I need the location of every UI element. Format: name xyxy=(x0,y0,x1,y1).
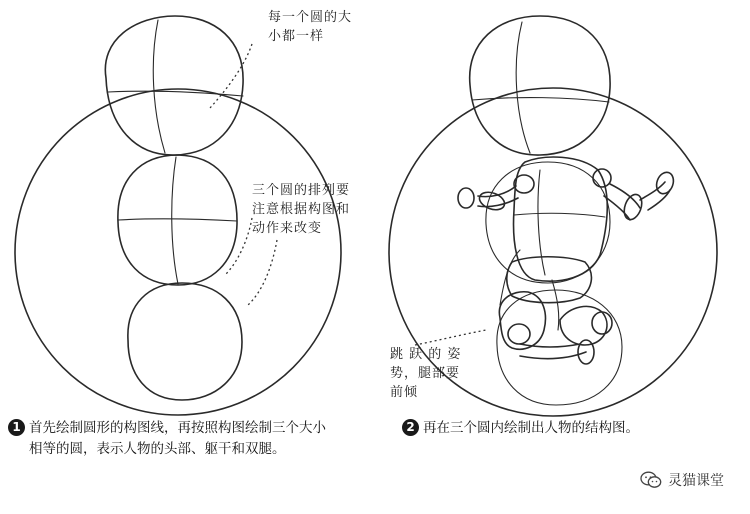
right-left-shoulder-joint xyxy=(514,175,534,193)
right-right-elbow-joint xyxy=(621,192,645,222)
left-note-mid-line-1: 三个圆的排列要 xyxy=(252,183,351,198)
right-head-vertical-guide xyxy=(516,22,530,153)
right-note xyxy=(390,345,461,402)
right-left-hand xyxy=(458,188,474,208)
left-legs-circle xyxy=(128,283,242,400)
right-caption xyxy=(402,418,732,439)
right-torso-center-line xyxy=(538,170,545,275)
left-caption xyxy=(8,418,380,460)
right-caption-text: 再在三个圆内绘制出人物的结构图。 xyxy=(423,420,639,436)
right-lower-leg xyxy=(520,344,586,359)
left-note-mid-pointer-1 xyxy=(225,218,252,275)
right-note-line-2: 势，腿部要 xyxy=(390,366,461,381)
left-head-vertical-guide xyxy=(153,20,165,153)
right-left-knee xyxy=(508,324,530,344)
right-note-pointer xyxy=(415,330,486,345)
right-head-circle xyxy=(470,16,610,155)
left-note-mid-pointer-2 xyxy=(248,240,277,305)
brand-label: 灵猫课堂 xyxy=(668,473,724,489)
left-head-circle xyxy=(105,16,243,155)
right-right-forearm xyxy=(640,182,670,210)
left-torso-horizontal-guide xyxy=(118,219,237,221)
left-note-top-line-2: 小都一样 xyxy=(268,29,325,44)
brand-watermark xyxy=(640,470,724,490)
right-torso-circle xyxy=(486,162,610,283)
left-caption-line-2: 相等的圆，表示人物的头部、躯干和双腿。 xyxy=(29,441,286,457)
left-composition-circle xyxy=(15,89,341,415)
right-left-elbow-joint xyxy=(477,189,507,213)
left-note-mid xyxy=(252,181,350,238)
left-note-top-line-1: 每一个圆的大 xyxy=(268,10,353,25)
left-note-top xyxy=(268,8,352,46)
left-note-mid-line-3: 动作来改变 xyxy=(252,221,323,236)
left-caption-text-1: 首先绘制圆形的构图线，再按照构图绘制三个大小 xyxy=(29,420,326,436)
right-left-arm xyxy=(478,186,518,207)
left-note-mid-line-2: 注意根据构图和 xyxy=(252,202,351,217)
left-torso-vertical-guide xyxy=(172,157,178,284)
left-caption-line-1 xyxy=(8,418,380,439)
step-2-badge: 2 xyxy=(402,419,419,436)
right-note-line-3: 前倾 xyxy=(390,385,419,400)
wechat-icon xyxy=(640,471,662,489)
right-note-line-1: 跳 跃 的 姿 xyxy=(390,347,462,362)
step-1-badge: 1 xyxy=(8,419,25,436)
right-torso-cross-line xyxy=(514,213,605,217)
right-right-knee xyxy=(592,312,612,334)
